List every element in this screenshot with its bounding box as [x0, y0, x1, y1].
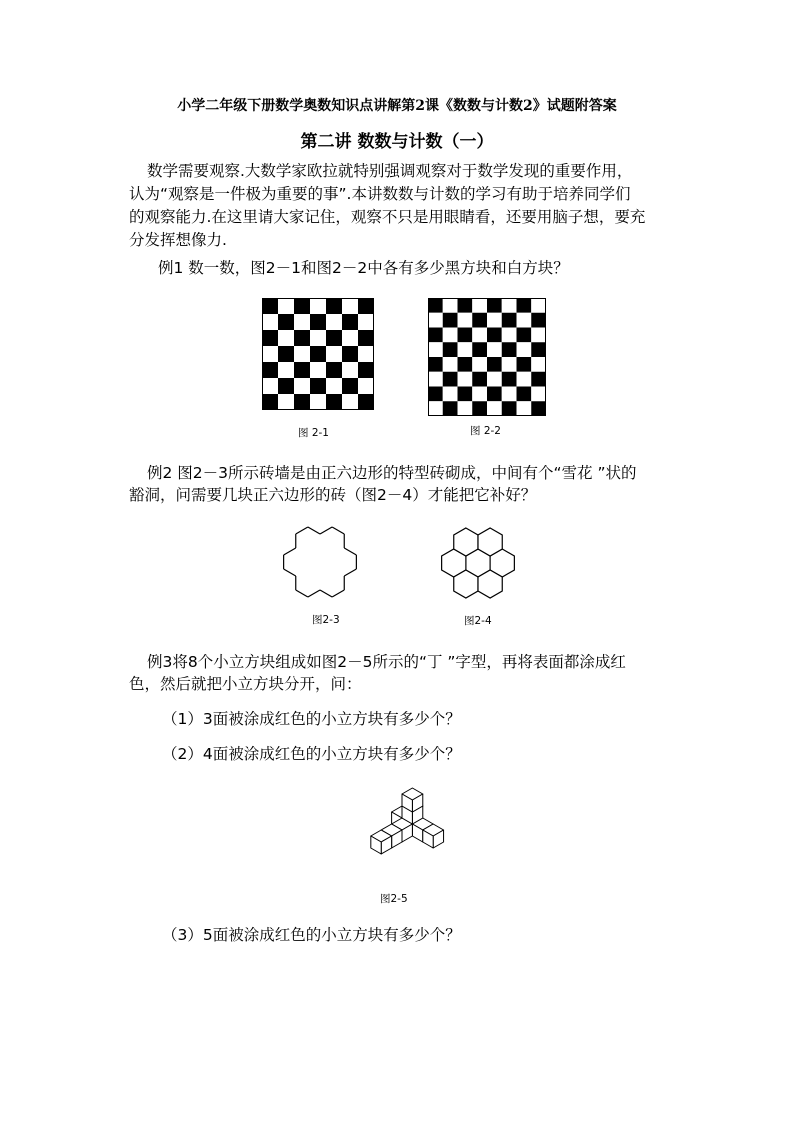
figure-2-3-caption: 图2-3	[312, 614, 340, 626]
figure-2-5-caption: 图2-5	[380, 893, 408, 905]
outline-edge	[296, 527, 308, 534]
board-square	[342, 314, 358, 330]
board-square	[472, 313, 487, 328]
board-square	[326, 346, 342, 362]
figure-2-1-checkerboard	[262, 298, 374, 410]
board-square	[487, 328, 502, 343]
board-square	[531, 372, 546, 387]
outline-edge	[308, 527, 320, 534]
board-square	[278, 378, 294, 394]
board-square	[342, 298, 358, 314]
board-square	[472, 298, 487, 313]
board-square	[458, 387, 473, 402]
board-square	[428, 372, 443, 387]
board-square	[531, 342, 546, 357]
board-square	[358, 362, 374, 378]
board-square	[342, 362, 358, 378]
board-square	[294, 330, 310, 346]
figure-2-3-snowflake-hole	[270, 512, 370, 612]
board-square	[487, 313, 502, 328]
board-square	[310, 378, 326, 394]
board-square	[517, 313, 532, 328]
outline-edge	[344, 548, 356, 555]
board-square	[262, 298, 278, 314]
outline-edge	[332, 590, 344, 597]
board-square	[443, 372, 458, 387]
board-square	[310, 330, 326, 346]
board-square	[428, 357, 443, 372]
board-square	[472, 387, 487, 402]
board-square	[487, 357, 502, 372]
intro-line: 数学需要观察.大数学家欧拉就特别强调观察对于数学发现的重要作用，	[147, 162, 633, 180]
intro-line: 认为“观察是一件极为重要的事”.本讲数数与计数的学习有助于培养同学们	[129, 185, 631, 203]
board-square	[502, 387, 517, 402]
board-square	[502, 328, 517, 343]
board-square	[294, 378, 310, 394]
board-square	[278, 346, 294, 362]
board-square	[517, 328, 532, 343]
board-square	[358, 298, 374, 314]
board-square	[502, 298, 517, 313]
board-square	[262, 394, 278, 410]
board-square	[310, 314, 326, 330]
example-3-line-2: 色，然后就把小立方块分开，问：	[129, 675, 362, 693]
board-square	[517, 357, 532, 372]
board-square	[458, 401, 473, 416]
board-square	[310, 394, 326, 410]
outline-edge	[344, 569, 356, 576]
board-square	[342, 330, 358, 346]
board-square	[443, 342, 458, 357]
board-square	[310, 298, 326, 314]
board-square	[531, 328, 546, 343]
board-square	[531, 357, 546, 372]
board-square	[517, 342, 532, 357]
board-square	[358, 378, 374, 394]
board-square	[443, 387, 458, 402]
document-title: 小学二年级下册数学奥数知识点讲解第2课《数数与计数2》试题附答案	[177, 98, 617, 114]
board-square	[531, 298, 546, 313]
board-square	[310, 362, 326, 378]
outline-edge	[296, 590, 308, 597]
board-square	[517, 401, 532, 416]
board-square	[278, 298, 294, 314]
board-square	[262, 314, 278, 330]
question-1: （1）3面被涂成红色的小立方块有多少个？	[162, 710, 461, 728]
board-square	[531, 401, 546, 416]
board-square	[358, 346, 374, 362]
outline-edge	[284, 569, 296, 576]
intro-line: 分发挥想像力.	[129, 231, 227, 249]
intro-paragraph	[129, 160, 674, 252]
board-square	[487, 372, 502, 387]
example-2-line-1: 例2 图2－3所示砖墙是由正六边形的特型砖砌成，中间有个“雪花 ”状的	[147, 464, 637, 482]
board-square	[443, 313, 458, 328]
board-square	[326, 394, 342, 410]
board-square	[358, 330, 374, 346]
board-square	[358, 394, 374, 410]
outline-edge	[320, 527, 332, 534]
board-square	[502, 357, 517, 372]
example-2-line-2: 豁洞，问需要几块正六边形的砖（图2－4）才能把它补好？	[129, 486, 537, 504]
figure-2-2-checkerboard	[428, 298, 546, 416]
board-square	[443, 357, 458, 372]
board-square	[502, 401, 517, 416]
board-square	[472, 342, 487, 357]
figure-2-5-t-shape-cubes	[340, 778, 470, 884]
board-square	[443, 401, 458, 416]
board-square	[310, 346, 326, 362]
board-square	[502, 313, 517, 328]
lesson-title: 第二讲 数数与计数（一）	[300, 132, 494, 152]
board-square	[458, 357, 473, 372]
board-square	[472, 372, 487, 387]
board-square	[262, 346, 278, 362]
board-square	[326, 362, 342, 378]
board-square	[472, 328, 487, 343]
board-square	[262, 378, 278, 394]
board-square	[358, 314, 374, 330]
board-square	[487, 401, 502, 416]
board-square	[326, 378, 342, 394]
board-square	[443, 328, 458, 343]
question-2: （2）4面被涂成红色的小立方块有多少个？	[162, 745, 461, 763]
board-square	[487, 342, 502, 357]
board-square	[428, 342, 443, 357]
board-square	[458, 328, 473, 343]
board-square	[502, 342, 517, 357]
board-square	[428, 313, 443, 328]
board-square	[262, 330, 278, 346]
board-square	[342, 394, 358, 410]
figure-2-2-caption: 图 2-2	[470, 425, 501, 437]
board-square	[294, 394, 310, 410]
board-square	[428, 328, 443, 343]
board-square	[502, 372, 517, 387]
figure-2-4-caption: 图2-4	[464, 615, 492, 627]
board-square	[342, 378, 358, 394]
board-square	[472, 357, 487, 372]
board-square	[428, 401, 443, 416]
board-square	[262, 362, 278, 378]
board-square	[458, 313, 473, 328]
board-square	[326, 314, 342, 330]
board-square	[487, 387, 502, 402]
example-1-text: 例1 数一数，图2－1和图2－2中各有多少黑方块和白方块？	[158, 259, 569, 277]
board-square	[326, 298, 342, 314]
example-3-line-1: 例3将8个小立方块组成如图2－5所示的“丁 ”字型，再将表面都涂成红	[147, 653, 626, 671]
board-square	[458, 372, 473, 387]
board-square	[294, 346, 310, 362]
outline-edge	[284, 548, 296, 555]
board-square	[294, 314, 310, 330]
board-square	[458, 298, 473, 313]
board-square	[294, 362, 310, 378]
figure-2-1-caption: 图 2-1	[298, 427, 329, 439]
outline-edge	[308, 590, 320, 597]
board-square	[531, 313, 546, 328]
board-square	[443, 298, 458, 313]
board-square	[458, 342, 473, 357]
board-square	[326, 330, 342, 346]
board-square	[531, 387, 546, 402]
board-square	[517, 298, 532, 313]
board-square	[342, 346, 358, 362]
board-square	[278, 314, 294, 330]
outline-edge	[320, 590, 332, 597]
board-square	[278, 362, 294, 378]
board-square	[428, 298, 443, 313]
board-square	[517, 387, 532, 402]
snowflake-outline	[284, 527, 357, 597]
board-square	[517, 372, 532, 387]
board-square	[472, 401, 487, 416]
board-square	[487, 298, 502, 313]
board-square	[428, 387, 443, 402]
board-square	[278, 330, 294, 346]
board-square	[294, 298, 310, 314]
figure-2-4-hexagon-tiles	[428, 517, 528, 609]
board-square	[278, 394, 294, 410]
intro-line: 的观察能力.在这里请大家记住，观察不只是用眼睛看，还要用脑子想，要充	[129, 208, 646, 226]
outline-edge	[332, 527, 344, 534]
question-3: （3）5面被涂成红色的小立方块有多少个？	[162, 926, 461, 944]
